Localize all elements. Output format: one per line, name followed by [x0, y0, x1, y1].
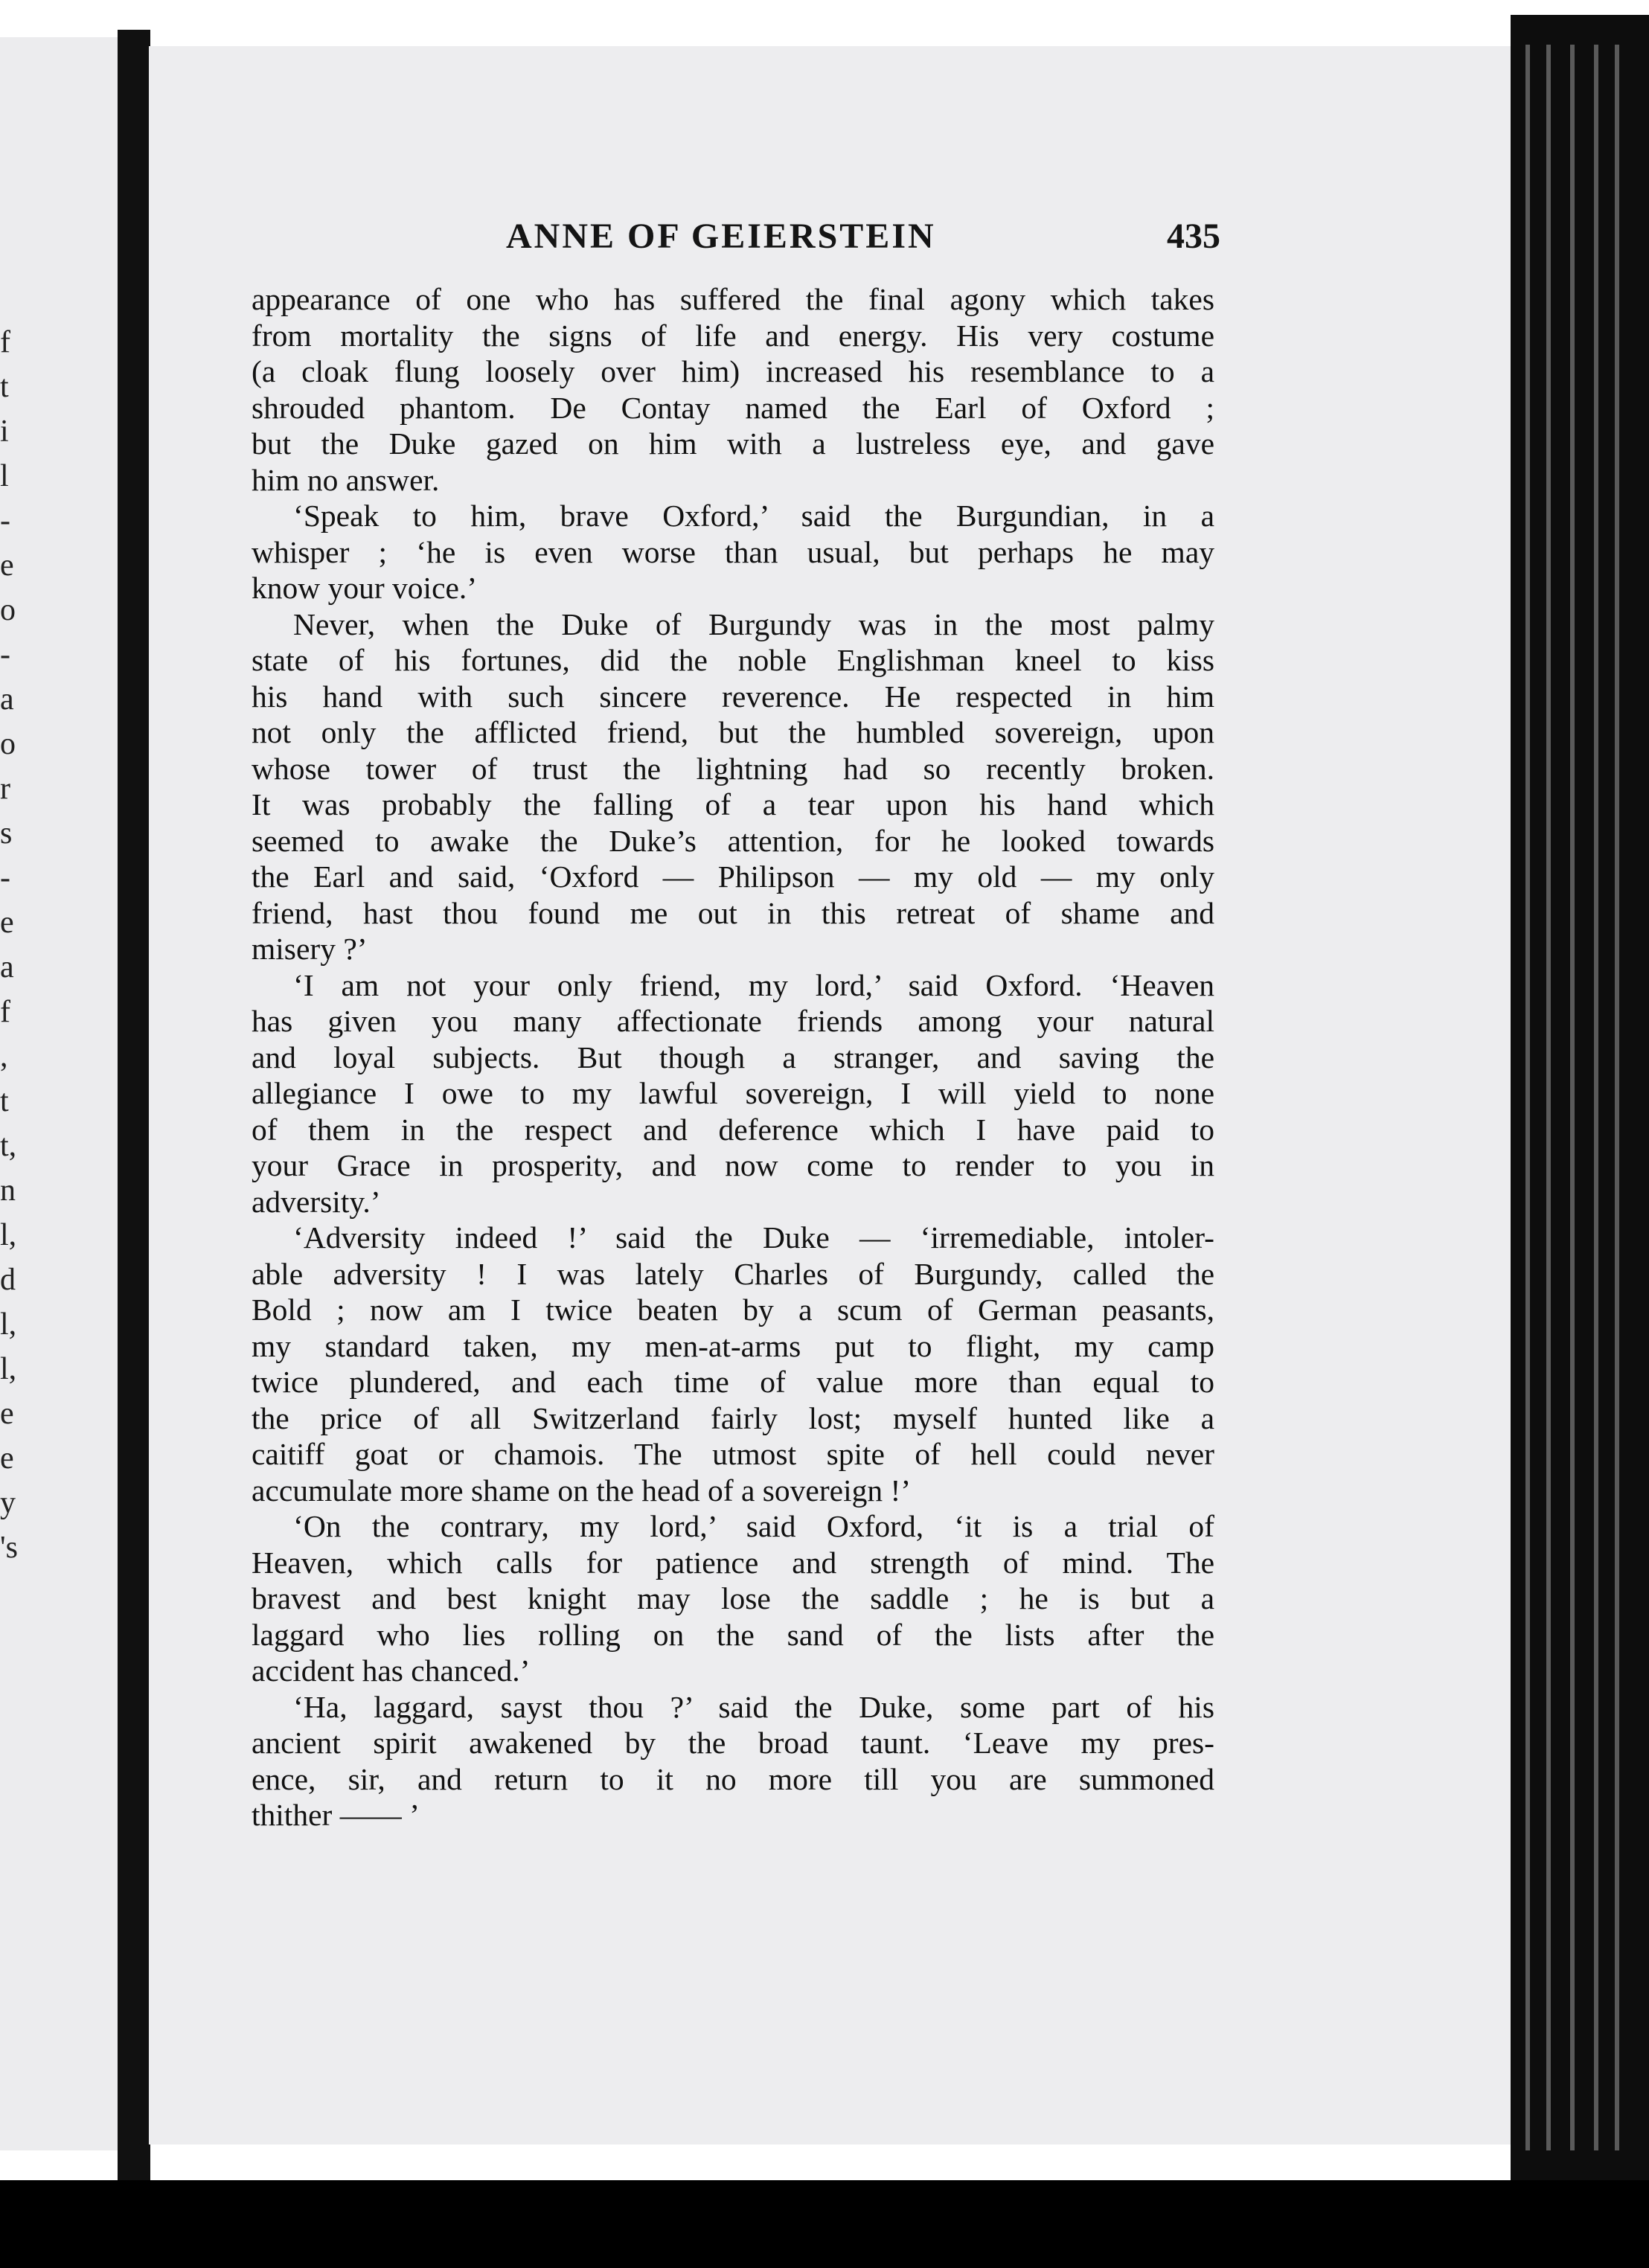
text-line: accumulate more shame on the head of a sovereign !’ [252, 1473, 912, 1508]
text-line: his hand with such sincere reverence. He respected in him [252, 679, 1214, 714]
text-line: whose tower of trust the lightning had so recently broken. [252, 751, 1214, 786]
text-line: shrouded phantom. De Contay named the Earl of Oxford ; [252, 390, 1214, 425]
text-line: your Grace in prosperity, and now come to render to you in [252, 1148, 1214, 1182]
text-line: accident has chanced.’ [252, 1653, 531, 1688]
text-line: state of his fortunes, did the noble Englishman kneel to kiss [252, 643, 1214, 677]
text-line: him no answer. [252, 462, 440, 497]
text-line: ence, sir, and return to it no more till you are summoned [252, 1761, 1214, 1796]
left-page-fragment: f [0, 995, 10, 1029]
text-line: misery ?’ [252, 932, 368, 966]
text-line: my standard taken, my men-at-arms put to flight, my camp [252, 1328, 1214, 1363]
running-head [253, 216, 1220, 260]
text-line: Heaven, which calls for patience and strength of mind. The [252, 1545, 1214, 1580]
text-line: caitiff goat or chamois. The utmost spite of hell could never [252, 1437, 1214, 1471]
text-line: ‘I am not your only friend, my lord,’ said Oxford. ‘Heaven [293, 967, 1214, 1002]
text-line: allegiance I owe to my lawful sovereign, I will yield to none [252, 1076, 1214, 1110]
text-line: adversity.’ [252, 1184, 381, 1219]
text-line: Never, when the Duke of Burgundy was in the most palmy [293, 606, 1214, 641]
left-page-fragment: a [0, 682, 14, 717]
left-page-fragment: l [0, 459, 9, 493]
left-page-fragment: r [0, 772, 10, 806]
left-page-fragment: - [0, 861, 10, 895]
text-line: friend, hast thou found me out in this retreat of shame and [252, 895, 1214, 930]
page-number: 435 [1167, 217, 1220, 256]
left-page-fragment: l, [0, 1352, 17, 1386]
text-line: the Earl and said, ‘Oxford — Philipson — my old — my only [252, 859, 1214, 894]
text-line: thither —— ’ [252, 1798, 420, 1832]
text-line: has given you many affectionate friends among your natural [252, 1004, 1214, 1038]
text-line: (a cloak flung loosely over him) increased his resemblance to a [252, 354, 1214, 388]
left-page-fragment: e [0, 1441, 14, 1476]
left-page-fragment: i [0, 414, 9, 449]
left-page-fragment: 's [0, 1531, 18, 1565]
left-page-fragment: e [0, 548, 14, 583]
text-line: ‘Ha, laggard, sayst thou ?’ said the Duke, some part of his [293, 1689, 1214, 1724]
text-line: Bold ; now am I twice beaten by a scum of German peasants, [252, 1292, 1214, 1327]
text-line: ‘Adversity indeed !’ said the Duke — ‘irremediable, intoler- [293, 1220, 1214, 1255]
text-line: not only the afflicted friend, but the humbled sovereign, upon [252, 715, 1214, 749]
text-line: and loyal subjects. But though a stranger, and saving the [252, 1040, 1214, 1074]
page-leaf [1546, 45, 1551, 2150]
left-page-fragment: y [0, 1486, 16, 1520]
left-page-fragment: o [0, 593, 16, 627]
page-leaf [1525, 45, 1530, 2150]
left-page-fragment: , [0, 1040, 8, 1074]
text-line: seemed to awake the Duke’s attention, for he looked towards [252, 823, 1214, 858]
left-page-fragment: t [0, 1084, 9, 1118]
left-page-fragment: l, [0, 1218, 17, 1252]
text-line: twice plundered, and each time of value more than equal to [252, 1365, 1214, 1399]
binding-gutter [118, 30, 150, 2180]
text-line: whisper ; ‘he is even worse than usual, but perhaps he may [252, 534, 1214, 569]
left-page-fragment: a [0, 950, 14, 984]
running-title: ANNE OF GEIERSTEIN [506, 217, 936, 256]
left-page-fragment: e [0, 906, 14, 940]
left-page-fragment: e [0, 1397, 14, 1431]
text-line: but the Duke gazed on him with a lustreless eye, and gave [252, 426, 1214, 461]
left-page-fragment: t, [0, 1129, 17, 1163]
text-line: ancient spirit awakened by the broad taunt. ‘Leave my pres- [252, 1726, 1214, 1760]
text-line: ‘Speak to him, brave Oxford,’ said the Burgundian, in a [293, 499, 1214, 533]
page-leaf [1594, 45, 1598, 2150]
left-page-fragment: n [0, 1173, 16, 1208]
page-leaf [1570, 45, 1575, 2150]
text-line: appearance of one who has suffered the final agony which takes [252, 282, 1214, 316]
left-page-text-fragments [0, 320, 30, 1570]
left-page-fragment: l, [0, 1307, 17, 1342]
left-page-fragment: o [0, 727, 16, 761]
text-line: know your voice.’ [252, 571, 478, 605]
left-page-fragment: - [0, 638, 10, 672]
scan-bottom-border [0, 2180, 1649, 2268]
left-page-fragment: t [0, 370, 9, 404]
text-line: It was probably the falling of a tear upon his hand which [252, 787, 1214, 821]
book-page-edges [1511, 15, 1649, 2195]
left-page-fragment: s [0, 816, 13, 850]
text-line: ‘On the contrary, my lord,’ said Oxford, ‘it is a trial of [293, 1509, 1214, 1543]
page-leaf [1615, 45, 1619, 2150]
left-page-fragment: d [0, 1263, 16, 1297]
left-page-fragment: f [0, 325, 10, 359]
text-line: the price of all Switzerland fairly lost; myself hunted like a [252, 1400, 1214, 1435]
text-line: laggard who lies rolling on the sand of the lists after the [252, 1617, 1214, 1652]
text-line: from mortality the signs of life and energy. His very costume [252, 318, 1214, 353]
body-text [252, 281, 1214, 1833]
text-line: bravest and best knight may lose the saddle ; he is but a [252, 1581, 1214, 1615]
text-line: able adversity ! I was lately Charles of Burgundy, called the [252, 1256, 1214, 1291]
left-facing-page [0, 37, 119, 2150]
left-page-fragment: - [0, 504, 10, 538]
text-line: of them in the respect and deference which I have paid to [252, 1112, 1214, 1147]
